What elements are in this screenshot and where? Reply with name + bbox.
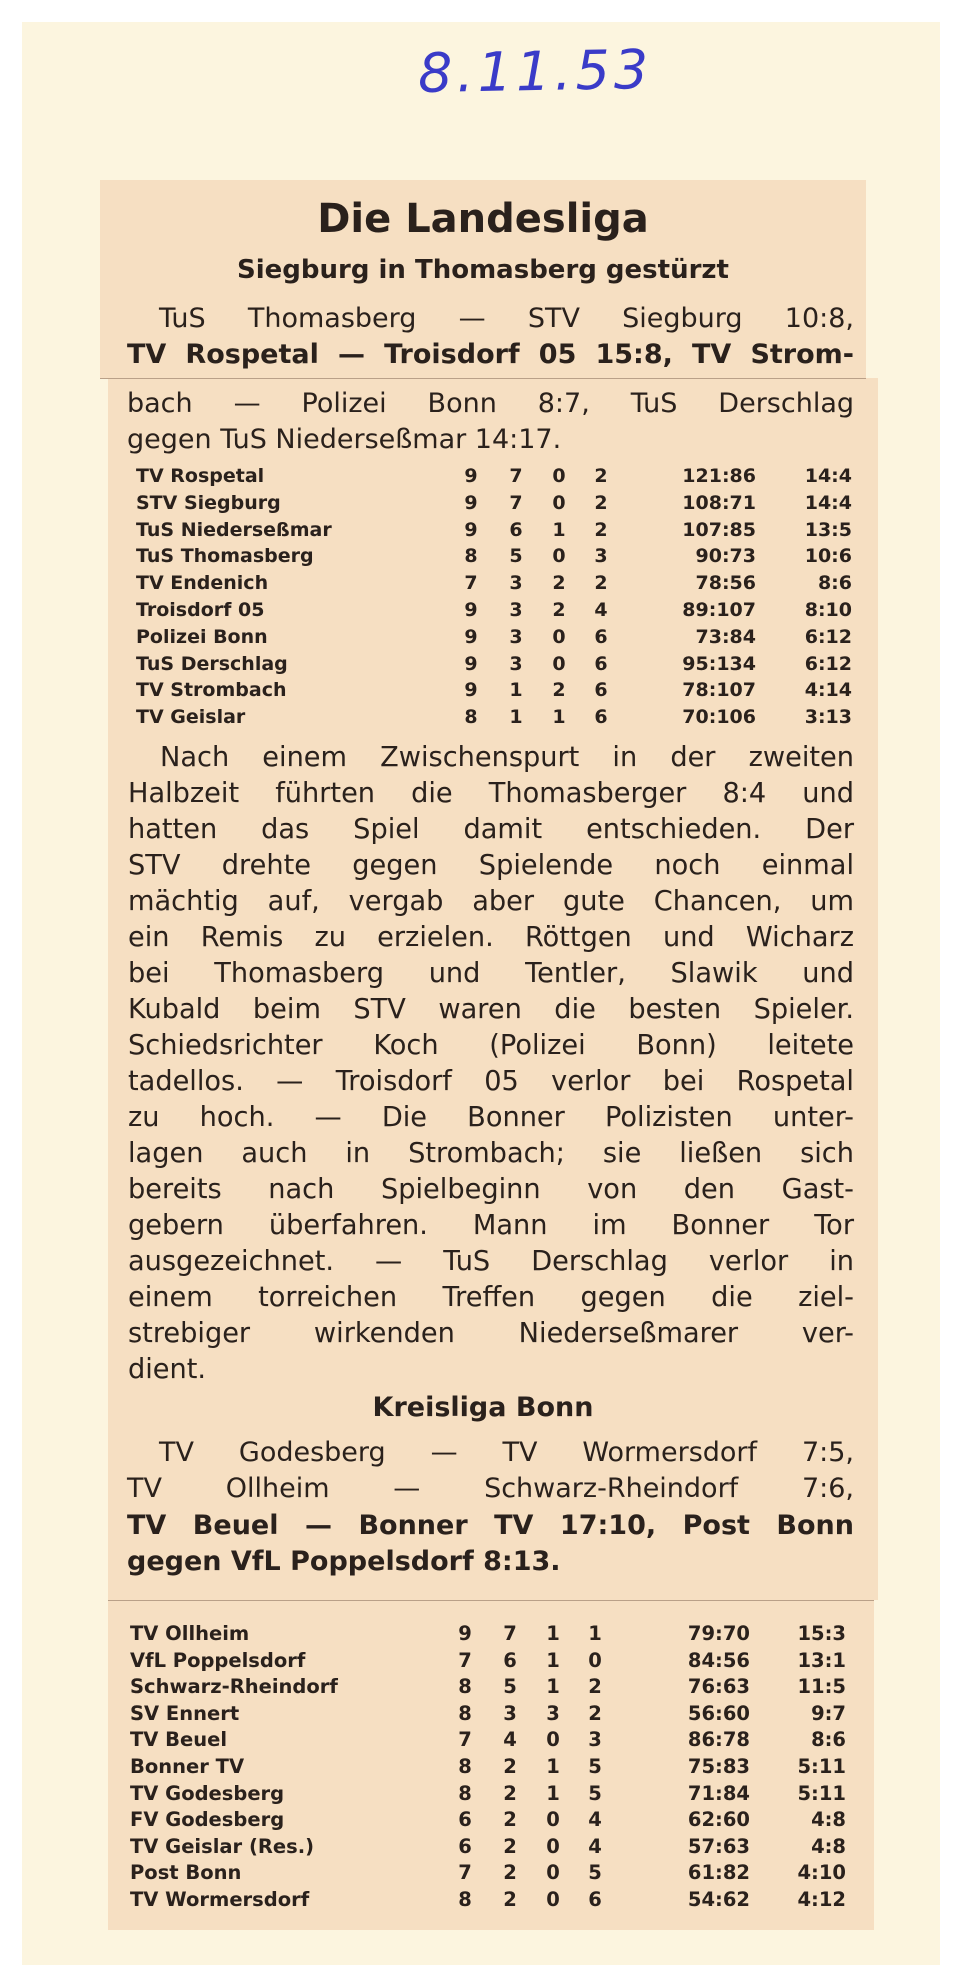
table-row (136, 679, 852, 706)
table-row (130, 1861, 850, 1888)
cell-gp: 8 (464, 706, 478, 729)
cell-w: 6 (509, 518, 523, 541)
table-row (136, 706, 852, 733)
cell-l: 6 (594, 625, 608, 648)
table-row (130, 1622, 850, 1649)
cell-goals: 70:106 (682, 706, 756, 729)
results-line: gegen TuS Niederseßmar 14:17. (127, 424, 562, 455)
cell-w: 6 (503, 1648, 517, 1672)
cell-pts: 6:12 (804, 625, 852, 648)
cell-goals: 76:63 (687, 1675, 750, 1699)
cell-l: 2 (588, 1701, 602, 1725)
cell-l: 4 (588, 1834, 602, 1858)
cell-l: 3 (594, 545, 608, 568)
report-line: strebiger wirkenden Niederseßmarer ver- (128, 1318, 854, 1349)
cell-l: 2 (594, 465, 608, 487)
cell-goals: 54:62 (687, 1887, 750, 1911)
cell-goals: 90:73 (695, 545, 756, 568)
cell-goals: 62:60 (687, 1808, 750, 1832)
table-row (136, 465, 852, 492)
table-row (130, 1649, 850, 1676)
report-line: bereits nach Spielbeginn von den Gast- (128, 1174, 854, 1205)
cell-goals: 57:63 (687, 1834, 750, 1858)
cell-team: SV Ennert (130, 1701, 240, 1725)
cell-w: 1 (509, 706, 523, 729)
report-line: zu hoch. — Die Bonner Polizisten unter- (128, 1102, 854, 1133)
cell-gp: 7 (458, 1648, 472, 1672)
cell-goals: 75:83 (687, 1754, 750, 1778)
cell-w: 1 (509, 679, 523, 702)
cell-w: 3 (509, 652, 523, 675)
cell-goals: 78:56 (695, 572, 756, 595)
handwritten-date: 8.11.53 (417, 37, 653, 106)
cell-goals: 121:86 (682, 465, 756, 487)
results-line: TV Rospetal — Troisdorf 05 15:8, TV Strom- (127, 339, 854, 370)
cell-l: 6 (594, 652, 608, 675)
cell-goals: 108:71 (682, 491, 756, 514)
report-line: Schiedsrichter Koch (Polizei Bonn) leitete (128, 1030, 854, 1061)
cell-w: 7 (509, 465, 523, 487)
cell-gp: 8 (458, 1701, 472, 1725)
cell-team: STV Siegburg (136, 491, 281, 514)
cell-gp: 9 (458, 1622, 472, 1645)
cell-gp: 9 (464, 625, 478, 648)
cell-gp: 7 (464, 572, 478, 595)
table-row (136, 572, 852, 599)
report-line: STV drehte gegen Spielende noch einmal (128, 850, 854, 881)
cell-pts: 4:14 (804, 679, 852, 702)
cell-l: 2 (588, 1675, 602, 1699)
cell-l: 3 (588, 1728, 602, 1752)
cell-l: 4 (594, 598, 608, 621)
cell-gp: 6 (458, 1808, 472, 1832)
table-row (130, 1782, 850, 1809)
cell-d: 1 (546, 1754, 560, 1778)
cell-pts: 8:6 (817, 572, 852, 595)
cell-goals: 107:85 (682, 518, 756, 541)
cell-d: 2 (552, 679, 566, 702)
results-line: TV Beuel — Bonner TV 17:10, Post Bonn (127, 1510, 854, 1541)
kreisliga-heading: Kreisliga Bonn (372, 1392, 594, 1423)
landesliga-table (136, 465, 852, 733)
cell-w: 2 (503, 1781, 517, 1805)
cell-d: 1 (546, 1648, 560, 1672)
cell-d: 1 (546, 1675, 560, 1699)
cell-pts: 15:3 (797, 1622, 846, 1645)
cell-pts: 11:5 (797, 1675, 846, 1699)
cell-goals: 61:82 (687, 1861, 750, 1885)
cell-goals: 84:56 (687, 1648, 750, 1672)
cell-goals: 73:84 (695, 625, 756, 648)
results-line: bach — Polizei Bonn 8:7, TuS Derschlag (127, 388, 854, 419)
cell-team: TV Beuel (130, 1728, 228, 1752)
report-line: hatten das Spiel damit entschieden. Der (128, 814, 854, 845)
report-line: mächtig auf, vergab aber gute Chancen, um (128, 886, 854, 917)
cell-pts: 5:11 (797, 1781, 846, 1805)
cut-edge (108, 1600, 874, 1601)
results-line: TV Ollheim — Schwarz-Rheindorf 7:6, (127, 1473, 854, 1504)
cell-gp: 9 (464, 679, 478, 702)
cell-team: Bonner TV (130, 1754, 245, 1778)
cell-l: 6 (588, 1887, 602, 1911)
cell-gp: 8 (458, 1887, 472, 1911)
cell-pts: 9:7 (811, 1701, 846, 1725)
report-line: Nach einem Zwischenspurt in der zweiten (160, 742, 854, 773)
cell-pts: 14:4 (804, 491, 852, 514)
cell-goals: 78:107 (682, 679, 756, 702)
cell-gp: 9 (464, 518, 478, 541)
cell-gp: 8 (458, 1754, 472, 1778)
cell-w: 7 (509, 491, 523, 514)
report-line: ausgezeichnet. — TuS Derschlag verlor in (128, 1246, 854, 1277)
cell-gp: 9 (464, 465, 478, 487)
cell-pts: 6:12 (804, 652, 852, 675)
cell-pts: 10:6 (804, 545, 852, 568)
cell-pts: 5:11 (797, 1754, 846, 1778)
table-row (136, 626, 852, 653)
results-line: TV Godesberg — TV Wormersdorf 7:5, (159, 1437, 854, 1468)
cell-pts: 3:13 (804, 706, 852, 729)
cell-goals: 56:60 (687, 1701, 750, 1725)
results-line: TuS Thomasberg — STV Siegburg 10:8, (159, 303, 854, 334)
report-line: ein Remis zu erzielen. Röttgen und Wicharz (128, 922, 854, 953)
cell-d: 0 (546, 1834, 560, 1858)
cell-d: 1 (546, 1622, 560, 1645)
table-row (136, 545, 852, 572)
cut-edge (100, 378, 866, 379)
table-row (136, 519, 852, 546)
cell-gp: 8 (464, 545, 478, 568)
cell-l: 5 (588, 1754, 602, 1778)
cell-w: 4 (503, 1728, 517, 1752)
table-row (136, 653, 852, 680)
cell-w: 3 (503, 1701, 517, 1725)
cell-pts: 13:1 (797, 1648, 846, 1672)
cell-pts: 4:12 (797, 1887, 846, 1911)
cell-d: 0 (546, 1861, 560, 1885)
cell-team: TV Godesberg (130, 1781, 285, 1805)
cell-l: 0 (588, 1648, 602, 1672)
cell-d: 1 (546, 1781, 560, 1805)
cell-w: 5 (503, 1675, 517, 1699)
cell-w: 2 (503, 1861, 517, 1885)
cell-gp: 9 (464, 652, 478, 675)
report-line: Kubald beim STV waren die besten Spieler. (128, 994, 854, 1025)
kreisliga-table (130, 1622, 850, 1915)
cell-w: 7 (503, 1622, 517, 1645)
cell-gp: 9 (464, 598, 478, 621)
cell-pts: 8:6 (811, 1728, 846, 1752)
cell-l: 4 (588, 1808, 602, 1832)
cell-team: TV Geislar (136, 706, 246, 729)
cell-team: TV Strombach (136, 679, 287, 702)
cell-team: Polizei Bonn (136, 625, 268, 648)
cell-pts: 4:8 (811, 1808, 846, 1832)
cell-w: 2 (503, 1887, 517, 1911)
cell-d: 0 (552, 545, 566, 568)
subheadline: Siegburg in Thomasberg gestürzt (237, 255, 729, 285)
cell-gp: 6 (458, 1834, 472, 1858)
report-line: lagen auch in Strombach; sie ließen sich (128, 1138, 854, 1169)
cell-team: TV Ollheim (130, 1622, 250, 1645)
cell-d: 0 (546, 1728, 560, 1752)
report-line: Halbzeit führten die Thomasberger 8:4 und (128, 778, 854, 809)
cell-w: 2 (503, 1808, 517, 1832)
cell-gp: 7 (458, 1861, 472, 1885)
cell-l: 2 (594, 491, 608, 514)
cell-l: 1 (588, 1622, 602, 1645)
cell-gp: 9 (464, 491, 478, 514)
cell-l: 6 (594, 679, 608, 702)
cell-w: 5 (509, 545, 523, 568)
cell-l: 5 (588, 1781, 602, 1805)
cell-gp: 7 (458, 1728, 472, 1752)
cell-team: FV Godesberg (130, 1808, 285, 1832)
cell-team: TuS Thomasberg (136, 545, 314, 568)
cell-d: 0 (546, 1887, 560, 1911)
cell-team: VfL Poppelsdorf (130, 1648, 306, 1672)
cell-team: TuS Derschlag (136, 652, 288, 675)
cell-d: 1 (552, 706, 566, 729)
table-row (136, 492, 852, 519)
cell-goals: 89:107 (682, 598, 756, 621)
cell-w: 3 (509, 625, 523, 648)
table-row (136, 599, 852, 626)
cell-d: 1 (552, 518, 566, 541)
cell-pts: 8:10 (804, 598, 852, 621)
cell-goals: 79:70 (687, 1622, 750, 1645)
cell-team: Post Bonn (130, 1861, 242, 1885)
cell-team: TV Rospetal (136, 465, 265, 487)
table-row (130, 1835, 850, 1862)
table-row (130, 1728, 850, 1755)
cell-pts: 14:4 (804, 465, 852, 487)
cell-d: 0 (552, 465, 566, 487)
cell-w: 3 (509, 598, 523, 621)
cell-w: 3 (509, 572, 523, 595)
table-row (130, 1702, 850, 1729)
report-line: tadellos. — Troisdorf 05 verlor bei Rospetal (128, 1066, 854, 1097)
cell-w: 2 (503, 1834, 517, 1858)
cell-team: Schwarz-Rheindorf (130, 1675, 338, 1699)
cell-gp: 8 (458, 1781, 472, 1805)
report-line: gebern überfahren. Mann im Bonner Tor (128, 1210, 854, 1241)
table-row (130, 1755, 850, 1782)
cell-d: 0 (552, 652, 566, 675)
cell-d: 2 (552, 572, 566, 595)
cell-d: 3 (546, 1701, 560, 1725)
cell-d: 0 (552, 625, 566, 648)
report-line: bei Thomasberg und Tentler, Slawik und (128, 958, 854, 989)
cell-l: 5 (588, 1861, 602, 1885)
cell-l: 6 (594, 706, 608, 729)
report-line: einem torreichen Treffen gegen die ziel- (128, 1282, 854, 1313)
cell-goals: 86:78 (687, 1728, 750, 1752)
cell-w: 2 (503, 1754, 517, 1778)
cell-d: 0 (546, 1808, 560, 1832)
cell-team: TV Endenich (136, 572, 269, 595)
results-line: gegen VfL Poppelsdorf 8:13. (127, 1546, 561, 1577)
cell-gp: 8 (458, 1675, 472, 1699)
cell-team: TV Geislar (Res.) (130, 1834, 315, 1858)
cell-goals: 71:84 (687, 1781, 750, 1805)
cell-pts: 4:10 (797, 1861, 846, 1885)
cell-d: 0 (552, 491, 566, 514)
report-line: dient. (128, 1354, 207, 1385)
cell-l: 2 (594, 572, 608, 595)
table-row (130, 1888, 850, 1915)
cell-pts: 4:8 (811, 1834, 846, 1858)
cell-pts: 13:5 (804, 518, 852, 541)
table-row (130, 1808, 850, 1835)
cell-goals: 95:134 (682, 652, 756, 675)
table-row (130, 1675, 850, 1702)
cell-l: 2 (594, 518, 608, 541)
cell-d: 2 (552, 598, 566, 621)
cell-team: TV Wormersdorf (130, 1887, 310, 1911)
headline: Die Landesliga (317, 196, 649, 242)
cell-team: TuS Niederseßmar (136, 518, 332, 541)
cell-team: Troisdorf 05 (136, 598, 265, 621)
